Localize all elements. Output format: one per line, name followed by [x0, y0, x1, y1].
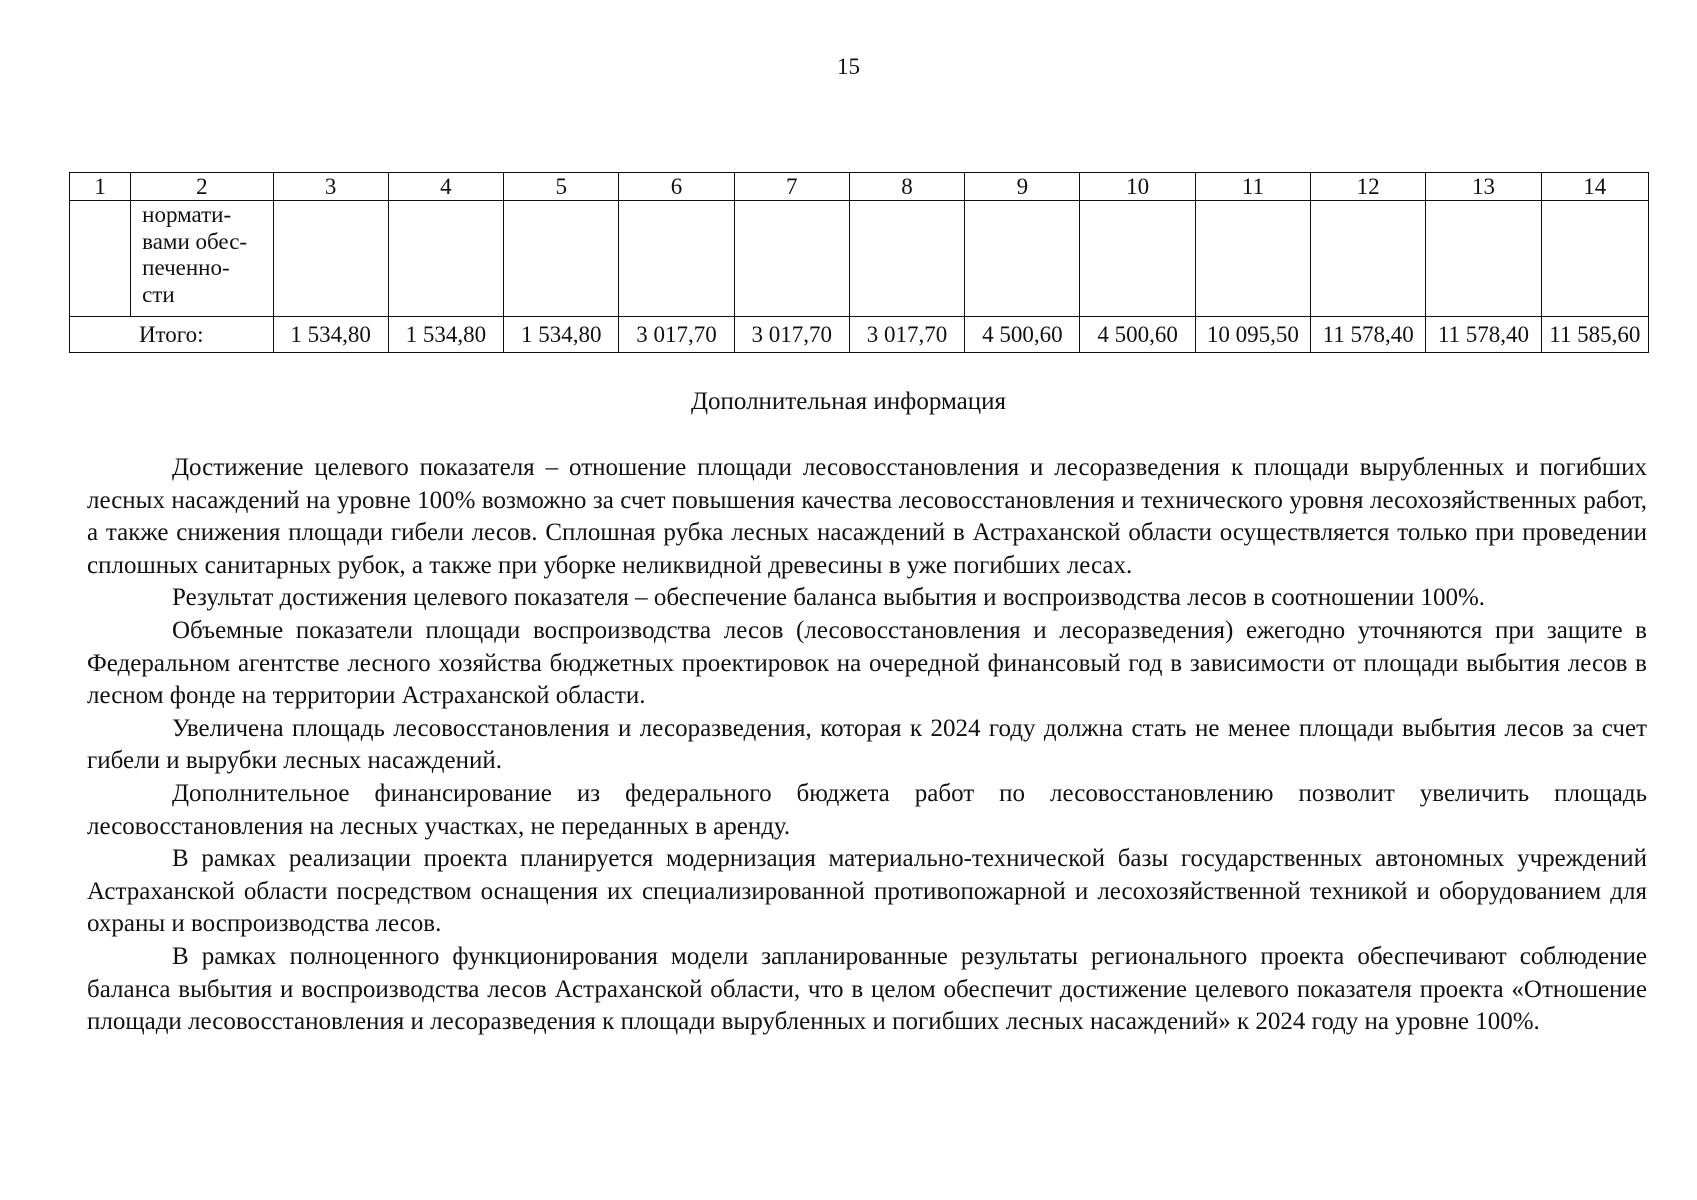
total-row [70, 317, 1649, 353]
total-value: 3 017,70 [734, 317, 849, 353]
page-number: 15 [837, 54, 860, 79]
total-value: 10 095,50 [1195, 317, 1310, 353]
paragraph: Результат достижения целевого показателя – обеспечение баланса выбытия и воспроизводства лесов в соотношении 100%. [172, 584, 1486, 612]
table-cell [619, 201, 734, 317]
table-cell [70, 201, 131, 317]
column-number: 3 [273, 173, 388, 201]
table-cell [504, 201, 619, 317]
total-value: 11 578,40 [1426, 317, 1541, 353]
table-cell [1426, 201, 1541, 317]
total-value: 11 578,40 [1311, 317, 1426, 353]
table-cell [1311, 201, 1426, 317]
column-number: 4 [388, 173, 503, 201]
row-label-line: печенно- [142, 255, 230, 280]
table-cell [734, 201, 849, 317]
column-number: 8 [849, 173, 964, 201]
row-label-line: вами обес- [142, 228, 248, 254]
column-number: 13 [1426, 173, 1541, 201]
row-label-line: сти [142, 281, 175, 307]
column-number: 1 [70, 173, 131, 201]
column-number: 10 [1080, 173, 1195, 201]
column-number: 6 [619, 173, 734, 201]
paragraph: Дополнительное финансирование из федерального бюджета работ по лесовосстановлению позволит увеличить площадь лесовосстановления на лесных участках, не переданных в аренду. [87, 779, 1647, 840]
body-text [87, 452, 1647, 1039]
paragraph: В рамках полноценного функционирования модели запланированные результаты регионального проекта обеспечивают соблюдение баланса выбытия и воспроизводства лесов Астраханской области, что в целом обеспечит достижение целевого показателя проекта «Отношение площади лесовосстановления и лесоразведения к площади вырубленных и погибших лесных насаждений» к 2024 году на уровне 100%. [87, 942, 1647, 1036]
paragraph: Достижение целевого показателя – отношение площади лесовосстановления и лесоразведения к площади вырубленных и погибших лесных насаждений на уровне 100% возможно за счет повышения качества лесовосстановления и технического уровня лесохозяйственных работ, а также снижения площади гибели лесов. Сплошная рубка лесных насаждений в Астраханской области осуществляется только при проведении сплошных санитарных рубок, а также при уборке неликвидной древесины в уже погибших лесах. [87, 454, 1647, 579]
table-cell [965, 201, 1080, 317]
table-cell [1195, 201, 1310, 317]
column-number: 12 [1311, 173, 1426, 201]
row-label-line: нормати- [142, 202, 232, 227]
total-value: 4 500,60 [1080, 317, 1195, 353]
section-heading-text: Дополнительная информация [690, 388, 1007, 415]
column-number: 11 [1195, 173, 1310, 201]
table-row [70, 201, 1649, 317]
total-label: Итого: [70, 317, 274, 353]
table-cell [1080, 201, 1195, 317]
section-heading [0, 388, 1697, 416]
table-header-row [70, 173, 1649, 201]
table-cell [388, 201, 503, 317]
column-number: 2 [131, 173, 273, 201]
paragraph: В рамках реализации проекта планируется модернизация материально-технической базы государственных автономных учреждений Астраханской области посредством оснащения их специализированной противопожарной и лесохозяйственной техникой и оборудованием для охраны и воспроизводства лесов. [87, 845, 1647, 938]
column-number: 7 [734, 173, 849, 201]
paragraph: Увеличена площадь лесовосстановления и лесоразведения, которая к 2024 году должна стать не менее площади выбытия лесов за счет гибели и вырубки лесных насаждений. [87, 714, 1647, 775]
total-value: 3 017,70 [849, 317, 964, 353]
total-value: 11 585,60 [1541, 317, 1648, 353]
row-label-cell [131, 201, 273, 317]
total-value: 1 534,80 [388, 317, 503, 353]
table-cell [849, 201, 964, 317]
results-table [69, 172, 1649, 353]
total-value: 4 500,60 [965, 317, 1080, 353]
column-number: 5 [504, 173, 619, 201]
column-number: 9 [965, 173, 1080, 201]
total-value: 1 534,80 [504, 317, 619, 353]
total-value: 3 017,70 [619, 317, 734, 353]
total-value: 1 534,80 [273, 317, 388, 353]
table-cell [273, 201, 388, 317]
table-cell [1541, 201, 1648, 317]
paragraph: Объемные показатели площади воспроизводства лесов (лесовосстановления и лесоразведения) ежегодно уточняются при защите в Федеральном агентстве лесного хозяйства бюджетных проектировок на очередной финансовый год в зависимости от площади выбытия лесов в лесном фонде на территории Астраханской области. [87, 616, 1647, 710]
column-number: 14 [1541, 173, 1648, 201]
